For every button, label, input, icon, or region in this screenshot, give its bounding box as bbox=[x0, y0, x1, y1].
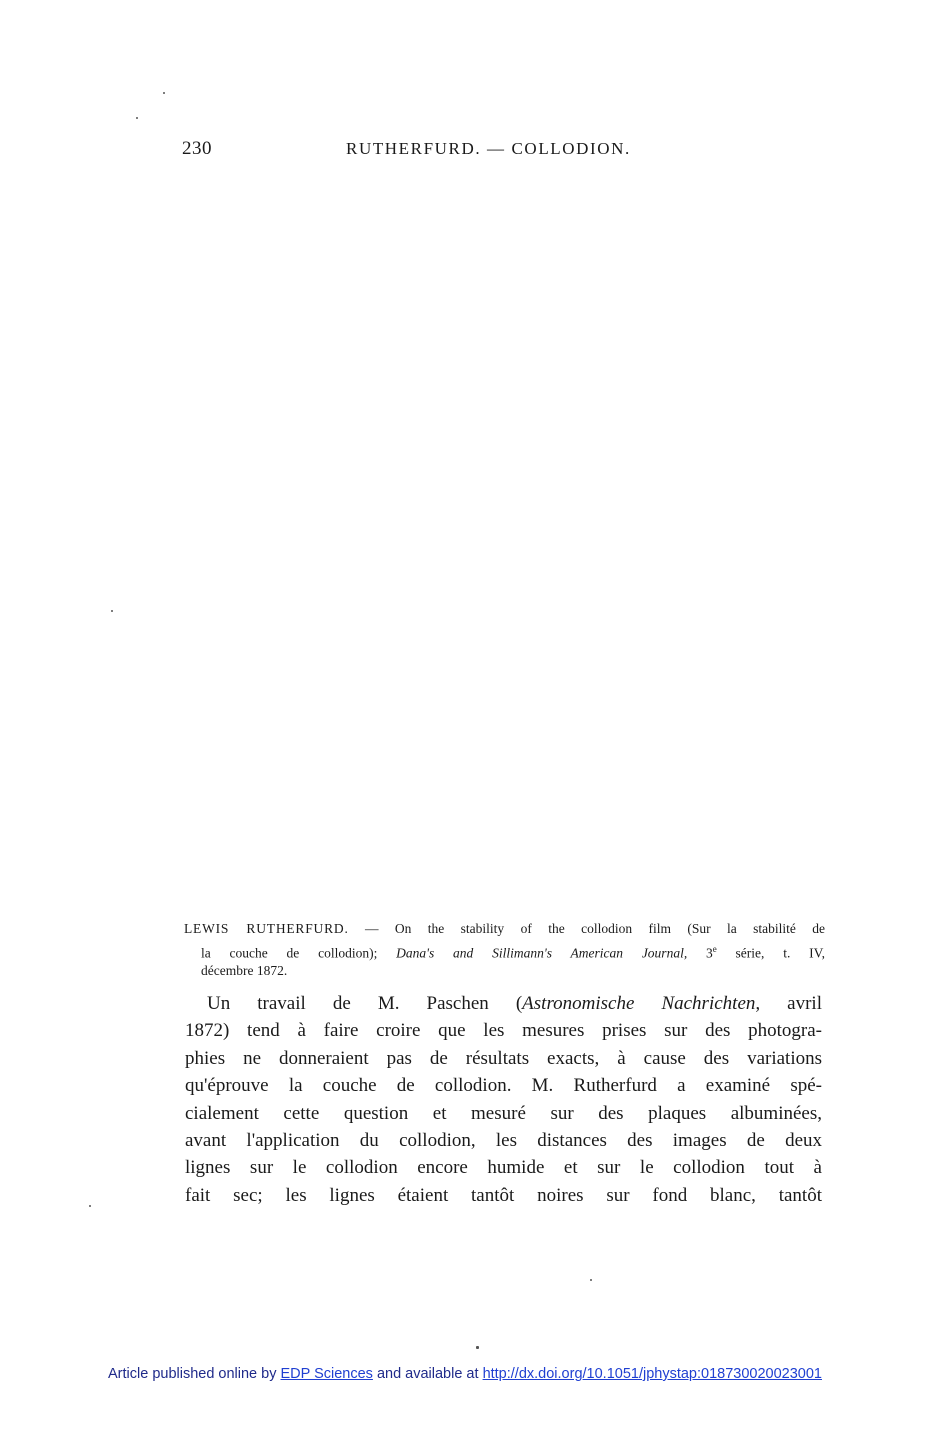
cited-journal: Astronomische Nachrichten, bbox=[522, 993, 761, 1014]
reference-french-title: la couche de collodion); bbox=[201, 945, 397, 961]
footer-text-start: Article published online by bbox=[108, 1366, 281, 1382]
body-line-5: cialement cette question et mesuré sur des plaques albuminées, bbox=[185, 1102, 822, 1124]
body-line-1-start: Un travail de M. Paschen ( bbox=[207, 993, 523, 1014]
reference-volume: série, t. IV, bbox=[716, 945, 825, 961]
reference-line-2 bbox=[185, 939, 825, 960]
scan-speck bbox=[136, 117, 138, 119]
reference-series-superscript: e bbox=[712, 944, 717, 954]
doi-link[interactable]: http://dx.doi.org/10.1051/jphystap:018730020023001 bbox=[482, 1366, 822, 1382]
body-line-1-end: avril bbox=[760, 993, 822, 1014]
footer-text-middle: and available at bbox=[372, 1366, 483, 1382]
running-head: RUTHERFURD. — COLLODION. bbox=[346, 139, 631, 158]
body-line-1 bbox=[185, 990, 822, 1017]
body-line-7: lignes sur le collodion encore humide et sur le collodion tout à bbox=[185, 1157, 822, 1179]
edp-sciences-link[interactable]: EDP Sciences bbox=[280, 1366, 373, 1382]
reference-date: décembre 1872. bbox=[201, 963, 288, 978]
body-line-6: avant l'application du collodion, les distances des images de deux bbox=[185, 1129, 822, 1151]
reference-author: LEWIS RUTHERFURD. bbox=[184, 921, 349, 936]
reference-journal: Dana's and Sillimann's American Journal, bbox=[396, 945, 688, 961]
scan-speck bbox=[111, 610, 113, 612]
scan-speck bbox=[163, 92, 165, 94]
page-number: 230 bbox=[182, 138, 212, 159]
reference-line-1 bbox=[184, 918, 825, 939]
body-line-2: 1872) tend à faire croire que les mesures prises sur des photogra- bbox=[185, 1020, 822, 1042]
scan-speck bbox=[89, 1205, 91, 1207]
publication-footer bbox=[0, 1366, 930, 1382]
body-line-4: qu'éprouve la couche de collodion. M. Rutherfurd a examiné spé- bbox=[185, 1075, 822, 1097]
scan-speck bbox=[476, 1346, 479, 1349]
body-line-8: fait sec; les lignes étaient tantôt noires sur fond blanc, tantôt bbox=[185, 1184, 822, 1206]
body-line-3: phies ne donneraient pas de résultats exacts, à cause des variations bbox=[185, 1047, 822, 1069]
reference-series: 3 bbox=[687, 945, 713, 961]
reference-title: — On the stability of the collodion film (Sur la stabilité de bbox=[348, 921, 825, 936]
bibliographic-reference bbox=[185, 918, 825, 981]
scan-speck bbox=[590, 1279, 592, 1281]
body-paragraph bbox=[185, 990, 822, 1209]
